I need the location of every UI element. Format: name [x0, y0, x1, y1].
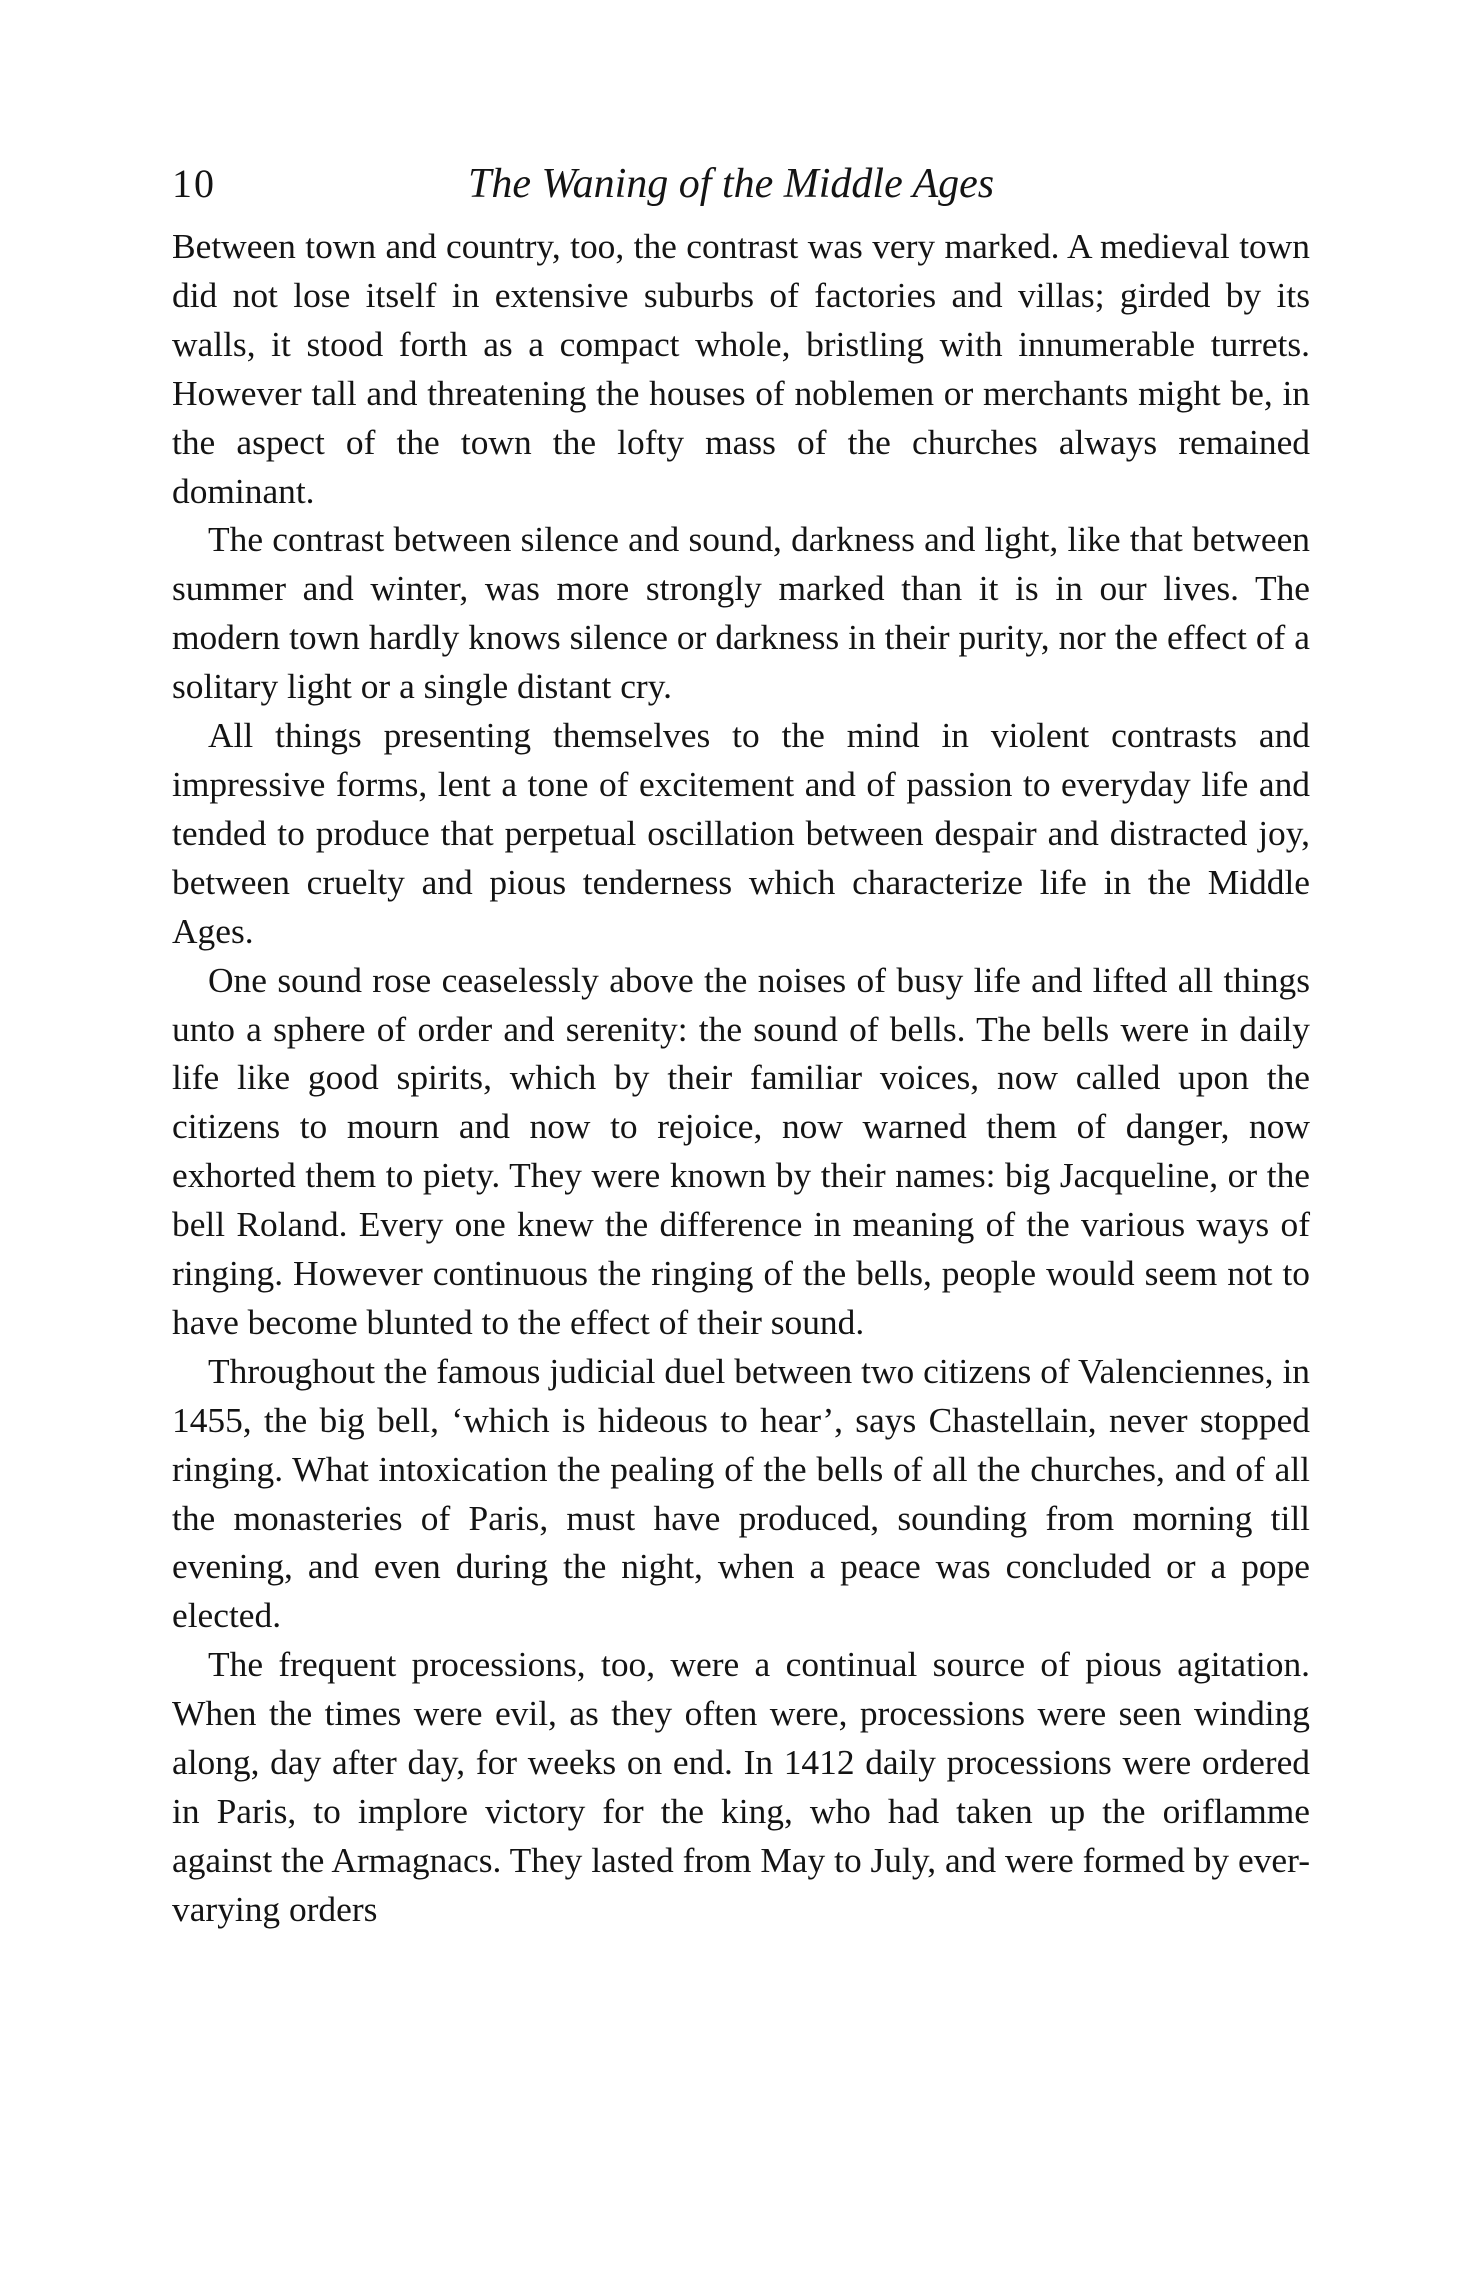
book-page — [172, 150, 1310, 1934]
book-title: The Waning of the Middle Ages — [468, 161, 995, 207]
running-head — [172, 150, 1310, 220]
paragraph-judicial-duel: Throughout the famous judicial duel between two citizens of Valenciennes, in 1455, the big bell, ‘which is hideous to hear’, says Chastellain, never stopped ringing. What intoxication the pealing of the bells of all the churches, and of all the monasteries of Paris, must have produced, sounding from morning till evening, and even during the night, when a peace was concluded or a pope elected. — [172, 1350, 1310, 1636]
page-number: 10 — [172, 161, 216, 206]
body-text — [172, 222, 1310, 1934]
paragraph-town-country: Between town and country, too, the contrast was very marked. A medieval town did not lose itself in extensive suburbs of factories and villas; girded by its walls, it stood forth as a compact whole, bristling with innumerable turrets. However tall and threatening the houses of noblemen or merchants might be, in the aspect of the town the lofty mass of the churches always remained dominant. — [172, 226, 1310, 511]
paragraph-silence-sound: The contrast between silence and sound, darkness and light, like that between summer and winter, was more strongly marked than it is in our lives. The modern town hardly knows silence or darkness in their purity, nor the effect of a solitary light or a single distant cry. — [172, 519, 1310, 707]
paragraph-bells: One sound rose ceaselessly above the noises of busy life and lifted all things unto a sphere of order and serenity: the sound of bells. The bells were in daily life like good spirits, which by their familiar voices, now called upon the citizens to mourn and now to rejoice, now warned them of danger, now exhorted them to piety. They were known by their names: big Jacqueline, or the bell Roland. Every one knew the difference in meaning of the various ways of ringing. However continuous the ringing of the bells, people would seem not to have become blunted to the effect of their sound. — [172, 959, 1310, 1342]
paragraph-processions: The frequent processions, too, were a continual source of pious agitation. When the times were evil, as they often were, processions were seen winding along, day after day, for weeks on end. In 1412 daily processions were ordered in Paris, to implore victory for the king, who had taken up the oriflamme against the Armagnacs. They lasted from May to July, and were formed by ever-varying orders — [172, 1644, 1310, 1929]
paragraph-contrasts: All things presenting themselves to the mind in violent contrasts and impressive forms, lent a tone of excitement and of passion to everyday life and tended to produce that perpetual oscillation between despair and distracted joy, between cruelty and pious tenderness which characterize life in the Middle Ages. — [172, 715, 1310, 951]
